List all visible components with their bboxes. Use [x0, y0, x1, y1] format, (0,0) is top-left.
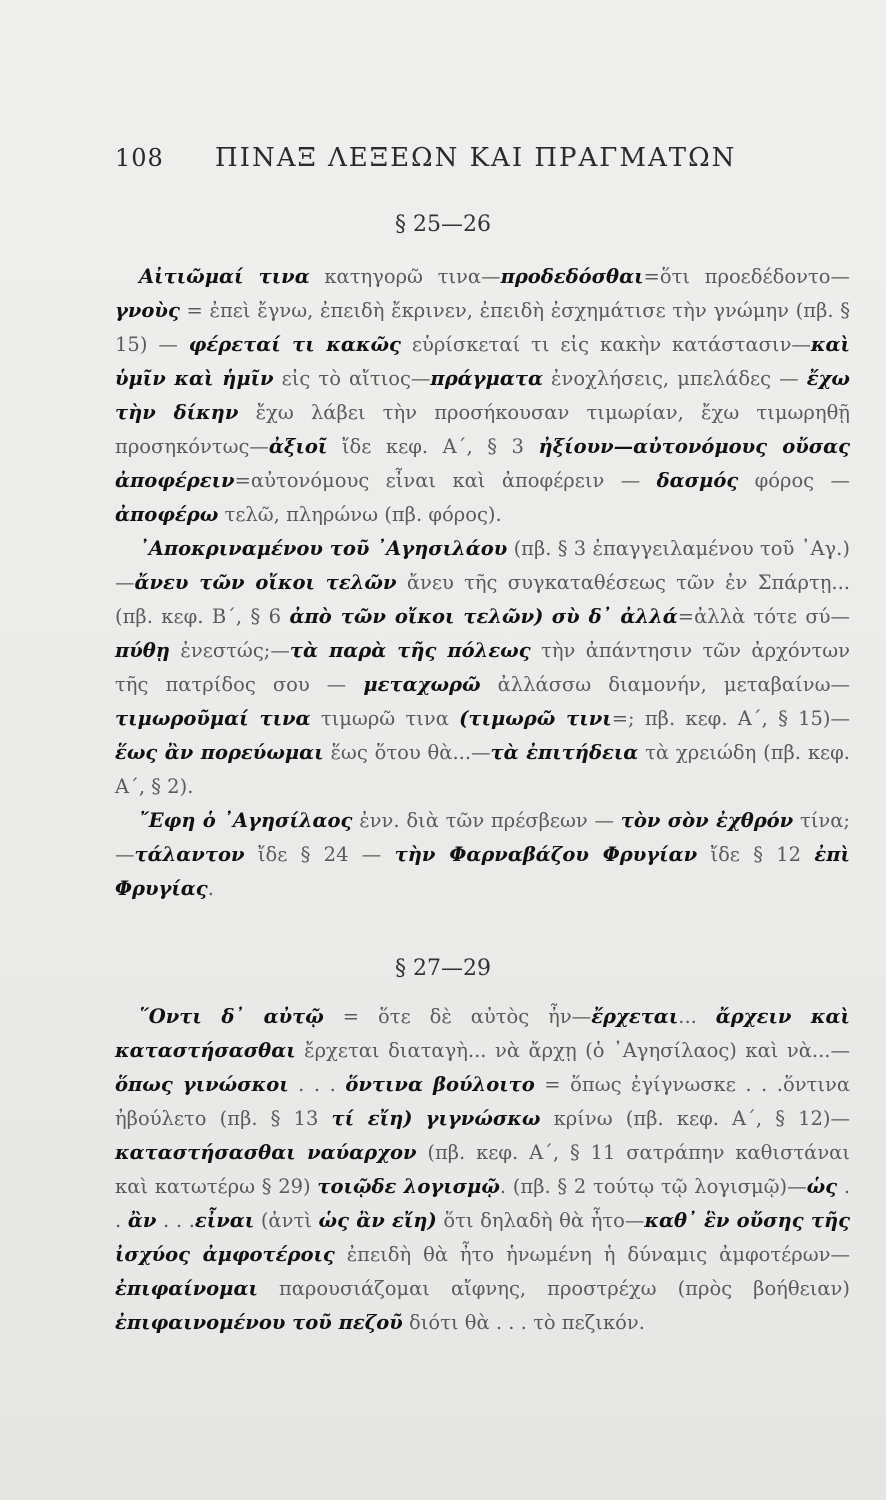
- entry-term: τοιῷδε λογισμῷ: [317, 1175, 500, 1198]
- entry-term: ἀποφέρω: [115, 503, 219, 526]
- entry-gloss: [412, 1107, 425, 1130]
- entry-term: ἄρχειν καὶ καταστήσασθαι: [115, 1005, 850, 1062]
- entry-gloss: .: [207, 877, 214, 900]
- entry-gloss: =αὐτονόμους εἶναι καὶ ἀποφέρειν —: [234, 469, 657, 492]
- entry-term: ὅντινα βούλοιτο: [345, 1073, 535, 1096]
- entry-gloss: ὅτι δηλαδὴ θὰ ἦτο—: [436, 1209, 645, 1232]
- entry-gloss: τὰ χρειώδη (πβ. κεφ. Α΄, § 2).: [115, 741, 850, 798]
- entry-gloss: =; πβ. κεφ. Α΄, § 15)—: [611, 707, 850, 730]
- entry-gloss: διότι θὰ . . . τὸ πεζικόν.: [402, 1311, 645, 1334]
- entry-gloss: εἰς τὸ αἴτιος—: [273, 367, 431, 390]
- entry-gloss: (πβ. § 3 ἐπαγγειλαμένου τοῦ ᾿Αγ.)—: [115, 537, 850, 594]
- entry-term: τάλαντον: [134, 843, 245, 866]
- entry-term: ὡς ἂν εἴη): [318, 1209, 437, 1232]
- entry-gloss: εὑρίσκεταί τι εἰς κακὴν κατάστασιν—: [400, 333, 811, 356]
- entry-gloss: =ἀλλὰ τότε σύ—: [677, 605, 851, 628]
- entry-term: ἀπὸ τῶν οἴκοι τελῶν): [289, 605, 544, 628]
- entry-gloss: (ἀντὶ: [254, 1209, 319, 1232]
- entry-gloss: . . .: [156, 1209, 195, 1232]
- entry-gloss: ἐνοχλήσεις, μπελάδες —: [542, 367, 807, 390]
- entry-term: καθ᾽ ἓν οὔσης τῆς ἰσχύος ἀμφοτέροις: [115, 1209, 851, 1266]
- entry-term: τὰ παρὰ τῆς πόλεως: [289, 639, 531, 662]
- dictionary-paragraph: [115, 260, 850, 532]
- entry-term: τὸν σὸν ἐχθρόν: [620, 809, 794, 832]
- section-heading-25-26: § 25—26: [395, 212, 491, 237]
- running-header: [115, 143, 755, 173]
- entry-gloss: τίνα;—: [115, 809, 850, 866]
- entry-term: γνοὺς: [115, 299, 180, 322]
- entry-gloss: τὴν ἀπάντησιν τῶν ἀρχόντων τῆς πατρίδος σου —: [115, 639, 850, 696]
- dictionary-paragraph: [115, 1000, 850, 1340]
- entry-gloss: ἀλλάσσω διαμονήν, μεταβαίνω—: [480, 673, 850, 696]
- entry-gloss: = ὅπως ἐγίγνωσκε . . .ὅντινα ἠβούλετο (πβ. § 13: [115, 1073, 851, 1130]
- entry-gloss: κρίνω (πβ. κεφ. Α΄, § 12)—: [540, 1107, 851, 1130]
- entry-term: ἐπιφαίνομαι: [115, 1277, 258, 1300]
- entry-gloss: ἕως ὅτου θὰ...—: [323, 741, 491, 764]
- entry-term: γιγνώσκω: [425, 1107, 541, 1130]
- entry-gloss: = ἐπεὶ ἔγνω, ἐπειδὴ ἔκρινεν, ἐπειδὴ ἐσχημάτισε τὴν γνώμην (πβ. § 15) —: [115, 299, 850, 356]
- entry-term: ῎Εφη ὁ ᾿Αγησίλαος: [139, 809, 353, 832]
- entry-gloss: ...: [678, 1005, 716, 1028]
- entry-gloss: ἐπειδὴ θὰ ἦτο ἡνωμένη ἡ δύναμις ἀμφοτέρων—: [334, 1243, 850, 1266]
- entry-term: τιμωροῦμαί τινα: [115, 707, 311, 730]
- entry-term: ἄνευ τῶν οἴκοι τελῶν: [134, 571, 397, 594]
- entry-term: ὡς: [806, 1175, 838, 1198]
- page-number: 108: [115, 144, 164, 172]
- entry-term: προδεδόσθαι: [500, 265, 644, 288]
- entry-term: ἐπὶ Φρυγίας: [115, 843, 850, 900]
- entry-gloss: (πβ. κεφ. Α΄, § 11 σατράπην καθιστάναι καὶ κατωτέρω § 29): [115, 1141, 851, 1198]
- section-heading-27-29: § 27—29: [395, 956, 491, 981]
- entry-gloss: ἄνευ τῆς συγκαταθέσεως τῶν ἐν Σπάρτῃ... (πβ. κεφ. Β΄, § 6: [115, 571, 851, 628]
- entry-term: ἕως ἂν πορεύωμαι: [115, 741, 324, 764]
- entry-term: ἀξιοῖ: [268, 435, 328, 458]
- dictionary-paragraph: [115, 532, 850, 804]
- entry-term: μεταχωρῶ: [363, 673, 481, 696]
- entry-term: τὰ ἐπιτήδεια: [490, 741, 639, 764]
- entry-gloss: τιμωρῶ τινα: [310, 707, 460, 730]
- entry-gloss: ἐνν. διὰ τῶν πρέσβεων —: [352, 809, 621, 832]
- entry-term: Αἰτιῶμαί τινα: [139, 265, 310, 288]
- entry-term: ῞Οντι δ᾽ αὐτῷ: [139, 1005, 324, 1028]
- entry-term: πράγματα: [430, 367, 543, 390]
- entry-term: τί εἴη): [331, 1107, 413, 1130]
- entry-gloss: =ὅτι προεδέδοντο—: [643, 265, 850, 288]
- entry-gloss: ἐνεστώς;—: [170, 639, 290, 662]
- page-title: ΠΙΝΑΞ ΛΕΞΕΩΝ ΚΑΙ ΠΡΑΓΜΑΤΩΝ: [215, 143, 737, 173]
- entry-gloss: φόρος —: [738, 469, 850, 492]
- entry-term: εἶναι: [194, 1209, 255, 1232]
- entry-gloss: . . .: [288, 1073, 346, 1096]
- entry-gloss: ἔρχεται διαταγὴ... νὰ ἄρχῃ (ὁ ᾿Αγησίλαος) καὶ νὰ...—: [295, 1039, 850, 1062]
- entry-gloss: [543, 605, 551, 628]
- entry-gloss: = ὅτε δὲ αὐτὸς ἦν—: [323, 1005, 592, 1028]
- entry-term: καταστήσασθαι ναύαρχον: [115, 1141, 417, 1164]
- entry-term: ἠξίουν—αὐτονόμους οὔσας ἀποφέρειν: [115, 435, 850, 492]
- entry-term: ἔρχεται: [591, 1005, 679, 1028]
- entry-gloss: ἴδε § 24 —: [244, 843, 395, 866]
- entry-term: πύθῃ: [115, 639, 170, 662]
- entry-term: ἂν: [127, 1209, 157, 1232]
- entry-gloss: . (πβ. § 2 τούτῳ τῷ λογισμῷ)—: [499, 1175, 807, 1198]
- entry-gloss: ἴδε § 12: [697, 843, 815, 866]
- section-body-27-29: [115, 1000, 850, 1340]
- entry-term: (τιμωρῶ τινι: [459, 707, 612, 730]
- dictionary-paragraph: [115, 804, 850, 906]
- entry-term: τὴν Φαρναβάζου Φρυγίαν: [394, 843, 698, 866]
- entry-term: ἐπιφαινομένου τοῦ πεζοῦ: [115, 1311, 403, 1334]
- entry-gloss: . .: [115, 1175, 851, 1232]
- entry-term: καὶ ὑμῖν καὶ ἡμῖν: [115, 333, 850, 390]
- entry-gloss: τελῶ, πληρώνω (πβ. φόρος).: [218, 503, 502, 526]
- entry-term: ᾿Αποκριναμένου τοῦ ᾿Αγησιλάου: [139, 537, 508, 560]
- entry-gloss: κατηγορῶ τινα—: [309, 265, 501, 288]
- entry-term: ὅπως γινώσκοι: [115, 1073, 289, 1096]
- entry-gloss: ἴδε κεφ. Α΄, § 3: [327, 435, 539, 458]
- section-body-25-26: [115, 260, 850, 906]
- entry-term: δασμός: [656, 469, 739, 492]
- entry-gloss: παρουσιάζομαι αἴφνης, προστρέχω (πρὸς βοήθειαν): [257, 1277, 850, 1300]
- entry-term: φέρεταί τι κακῶς: [188, 333, 401, 356]
- entry-gloss: ἔχω λάβει τὴν προσήκουσαν τιμωρίαν, ἔχω τιμωρηθῇ προσηκόντως—: [115, 401, 850, 458]
- entry-term: σὺ δ᾽ ἀλλά: [551, 605, 678, 628]
- entry-term: ἔχω τὴν δίκην: [115, 367, 850, 424]
